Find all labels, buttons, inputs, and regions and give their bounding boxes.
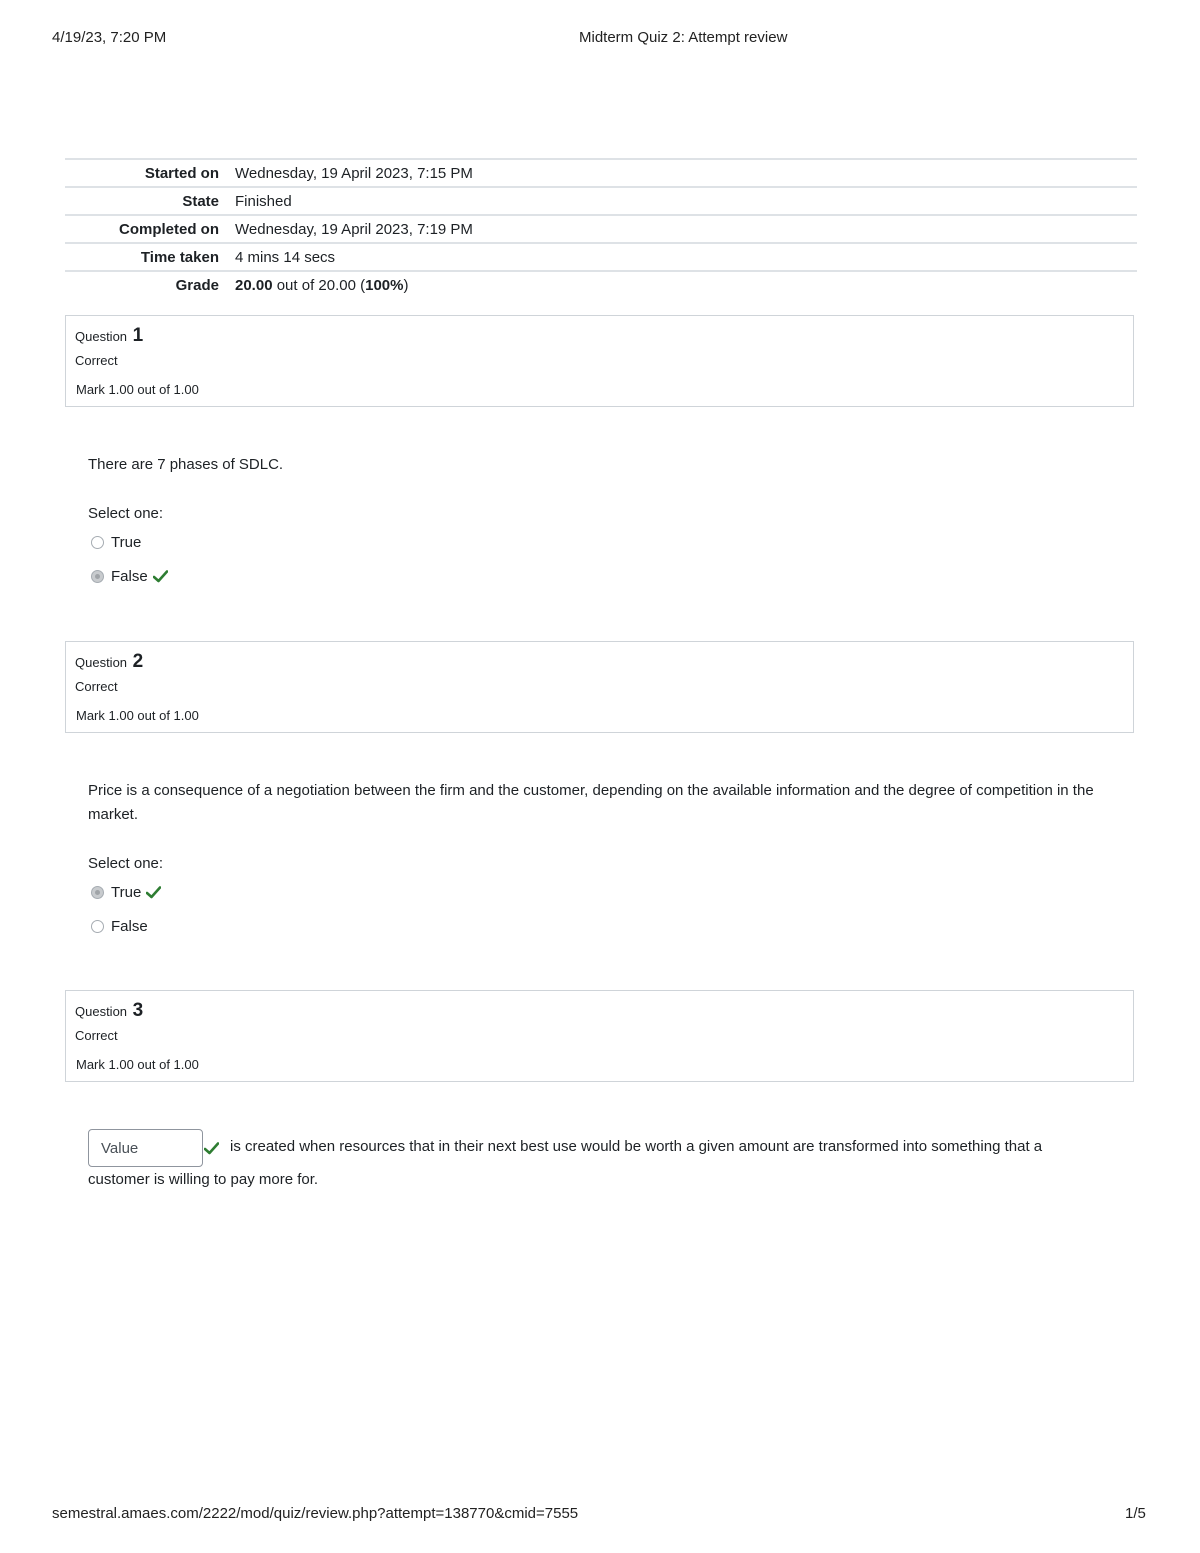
question-text-part1: is created when resources that in their next best use would be worth a given amount are transformed into something that a	[230, 1138, 1043, 1155]
summary-row-time-taken	[65, 243, 1137, 271]
answer-option-false[interactable]	[91, 566, 168, 586]
summary-label: Started on	[65, 159, 235, 187]
check-icon	[153, 570, 168, 583]
print-datetime: 4/19/23, 7:20 PM	[52, 29, 167, 46]
option-label: False	[111, 567, 148, 585]
question-number-value: 1	[132, 325, 144, 346]
question-mark: Mark 1.00 out of 1.00	[76, 1057, 199, 1072]
radio-button[interactable]	[91, 536, 104, 549]
grade-value	[235, 271, 1137, 298]
answer-option-true[interactable]	[91, 882, 161, 902]
question-mark: Mark 1.00 out of 1.00	[76, 382, 199, 397]
question-label: Question	[75, 1004, 128, 1019]
check-icon	[146, 886, 161, 899]
summary-row-state	[65, 187, 1137, 215]
summary-label: Completed on	[65, 215, 235, 243]
attempt-summary-table	[65, 158, 1137, 298]
question-label: Question	[75, 329, 128, 344]
question-text: There are 7 phases of SDLC.	[88, 456, 284, 473]
grade-percent: 100%	[365, 276, 404, 294]
question-info-3	[65, 990, 1134, 1082]
summary-label: Time taken	[65, 243, 235, 271]
option-label: False	[111, 917, 148, 935]
question-number	[75, 325, 143, 347]
grade-close-paren: )	[403, 276, 409, 294]
print-page-number: 1/5	[1125, 1505, 1146, 1522]
question-mark: Mark 1.00 out of 1.00	[76, 708, 199, 723]
answer-option-false[interactable]	[91, 916, 148, 936]
question-label: Question	[75, 655, 128, 670]
answer-option-true[interactable]	[91, 532, 141, 552]
question-text: Price is a consequence of a negotiation between the firm and the customer, depending on the available information and the degree of competition in the market.	[88, 782, 1094, 823]
grade-out-of: out of 20.00 (	[272, 276, 366, 294]
print-url: semestral.amaes.com/2222/mod/quiz/review.php?attempt=138770&cmid=7555	[52, 1505, 579, 1522]
question-number	[75, 651, 143, 673]
summary-value: Wednesday, 19 April 2023, 7:15 PM	[235, 159, 1137, 187]
summary-value: Finished	[235, 187, 1137, 215]
question-number	[75, 1000, 143, 1022]
summary-row-completed	[65, 215, 1137, 243]
question-number-value: 2	[132, 651, 144, 672]
question-text-part2: customer is willing to pay more for.	[88, 1171, 319, 1188]
option-label: True	[111, 533, 142, 551]
option-label: True	[111, 883, 142, 901]
grade-score: 20.00	[235, 276, 273, 294]
select-one-prompt: Select one:	[88, 505, 164, 522]
question-number-value: 3	[132, 1000, 144, 1021]
radio-button-selected[interactable]	[91, 886, 104, 899]
check-icon	[204, 1142, 219, 1155]
grade-label: Grade	[65, 271, 235, 298]
summary-row-started	[65, 159, 1137, 187]
summary-value: 4 mins 14 secs	[235, 243, 1137, 271]
question-state: Correct	[75, 679, 118, 694]
radio-button-selected[interactable]	[91, 570, 104, 583]
question-state: Correct	[75, 353, 118, 368]
question-info-1	[65, 315, 1134, 407]
question-state: Correct	[75, 1028, 118, 1043]
summary-label: State	[65, 187, 235, 215]
question-info-2	[65, 641, 1134, 733]
summary-value: Wednesday, 19 April 2023, 7:19 PM	[235, 215, 1137, 243]
radio-button[interactable]	[91, 920, 104, 933]
answer-text-input[interactable]: Value	[88, 1129, 203, 1167]
summary-row-grade	[65, 271, 1137, 298]
print-page-title: Midterm Quiz 2: Attempt review	[579, 29, 788, 46]
select-one-prompt: Select one:	[88, 855, 164, 872]
